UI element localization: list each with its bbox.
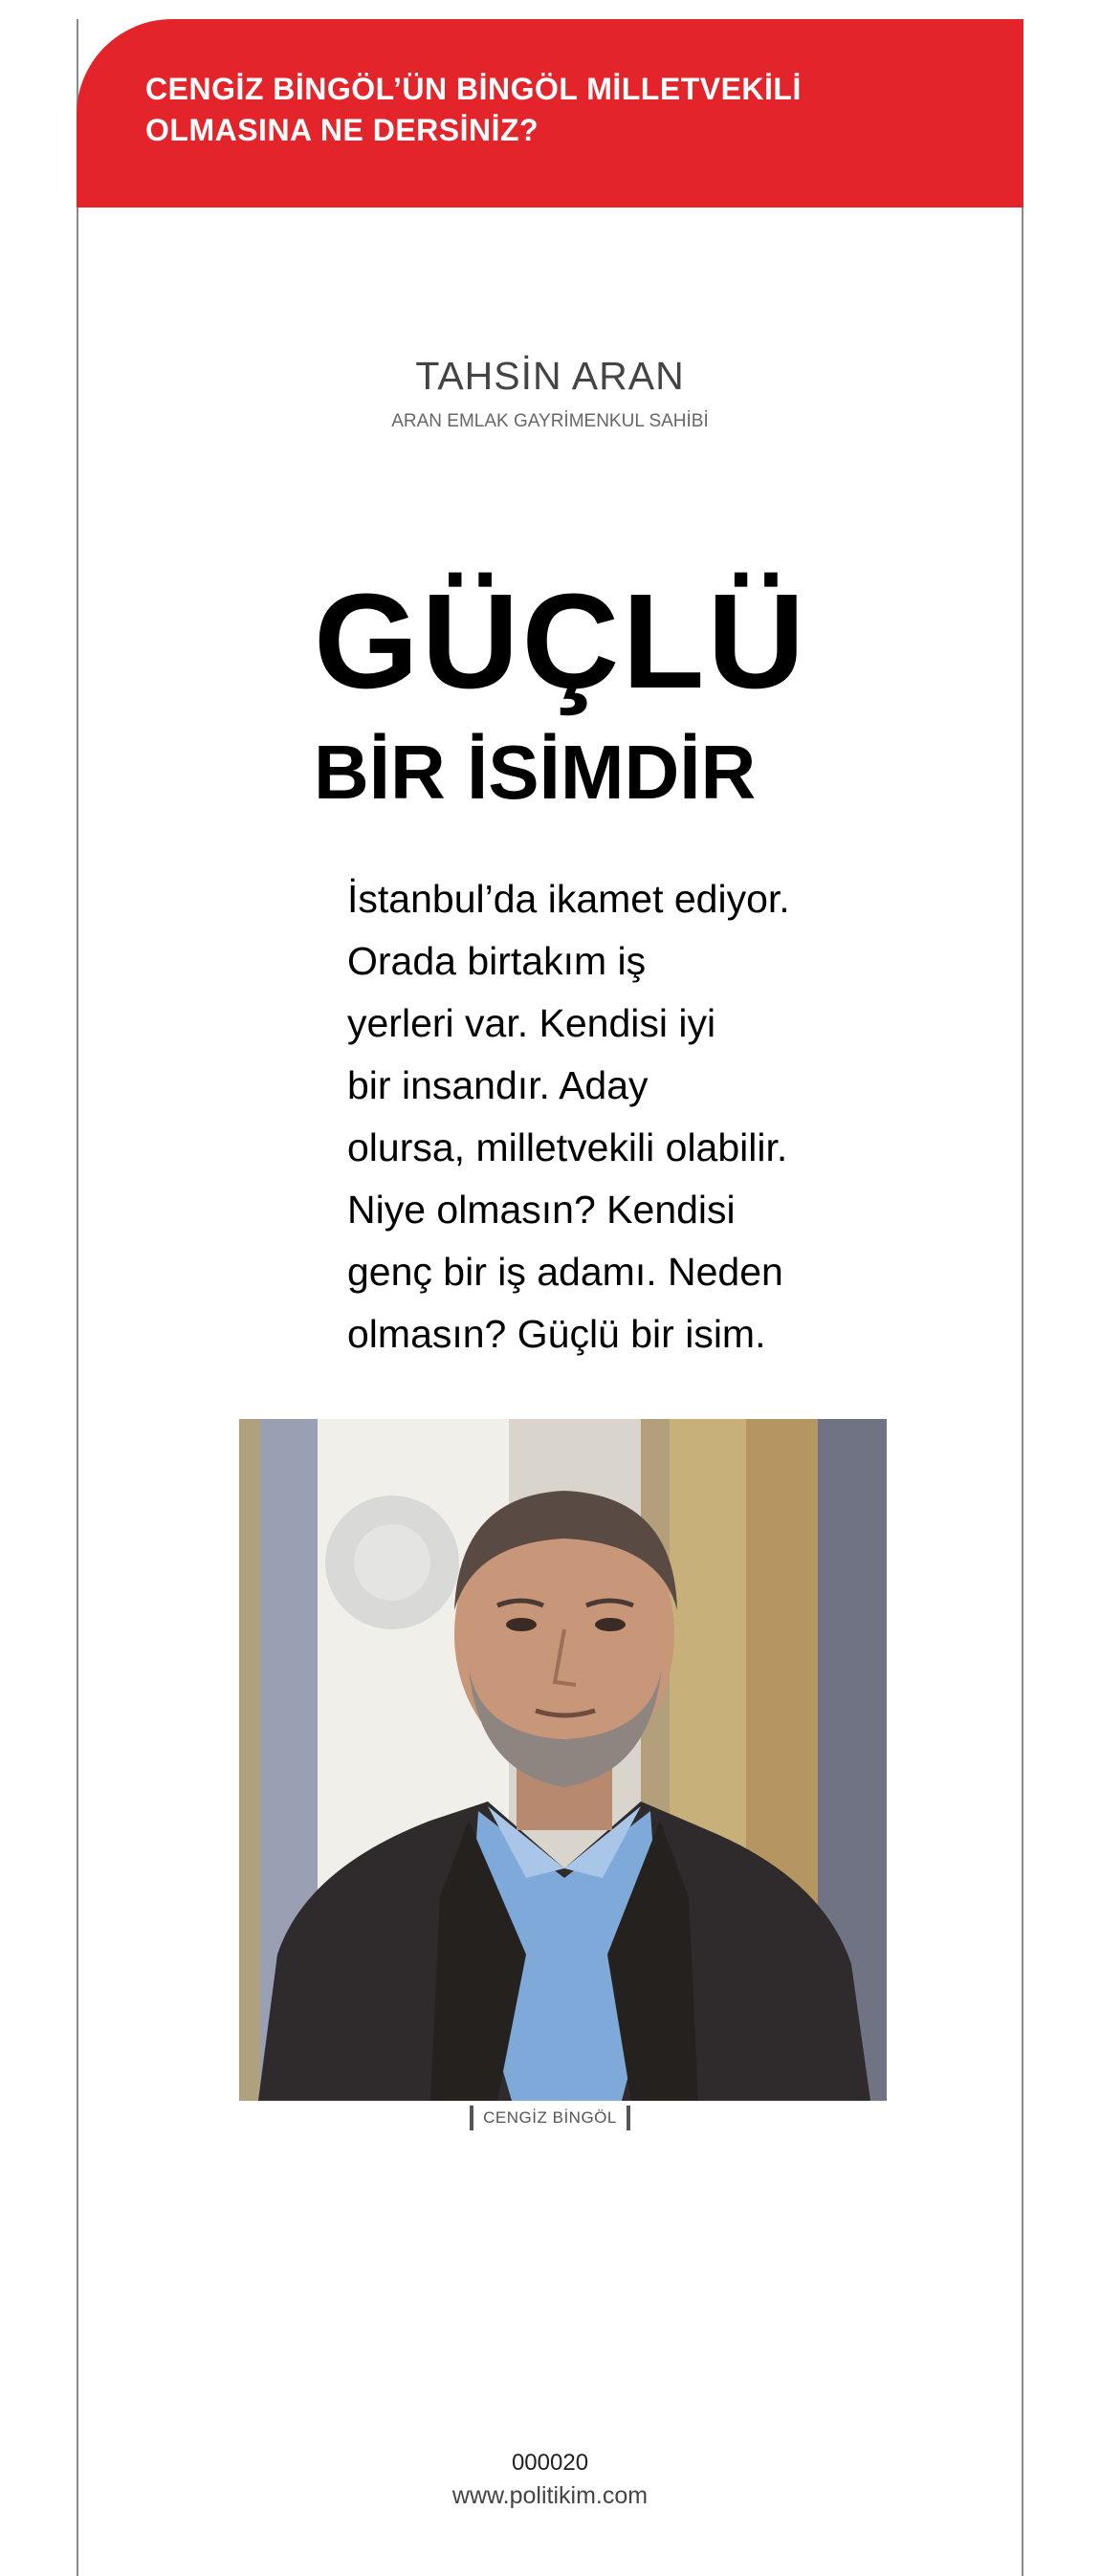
header-line-1: CENGİZ BİNGÖL’ÜN BİNGÖL MİLLETVEKİLİ	[145, 72, 802, 106]
quote-line: yerleri var. Kendisi iyi	[347, 1001, 716, 1045]
author-role: ARAN EMLAK GAYRİMENKUL SAHİBİ	[391, 411, 709, 431]
headline-main: GÜÇLÜ	[314, 565, 808, 716]
quote-line: olmasın? Güçlü bir isim.	[347, 1312, 766, 1356]
header-line-2: OLMASINA NE DERSİNİZ?	[145, 113, 539, 147]
portrait-photo	[239, 1419, 887, 2101]
caption-bar-left	[470, 2106, 473, 2130]
quote-line: Orada birtakım iş	[347, 939, 647, 983]
quote-line: olursa, milletvekili olabilir.	[347, 1125, 788, 1169]
website-url: www.politikim.com	[451, 2482, 649, 2509]
caption-bar-right	[627, 2106, 630, 2130]
author-name: TAHSİN ARAN	[415, 354, 685, 398]
quote-line: İstanbul’da ikamet ediyor.	[347, 877, 790, 921]
caption-text: CENGİZ BİNGÖL	[483, 2108, 617, 2127]
photo-caption	[0, 2106, 1100, 2130]
portrait-illustration	[239, 1419, 887, 2101]
question-header	[77, 19, 1023, 207]
headline-sub: BİR İSİMDİR	[314, 730, 757, 815]
page-number: 000020	[511, 2450, 589, 2476]
quote-line: genç bir iş adamı. Neden	[347, 1250, 783, 1294]
quote-line: Niye olmasın? Kendisi	[347, 1188, 736, 1232]
quote-line: bir insandır. Aday	[347, 1063, 649, 1107]
quote-text	[347, 868, 883, 1365]
